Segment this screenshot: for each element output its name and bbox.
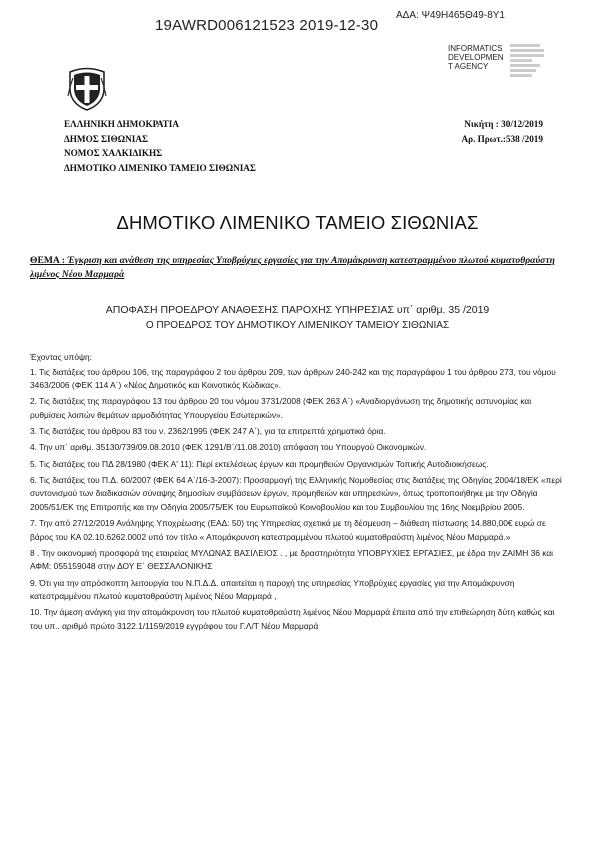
list-item: 10. Την άμεση ανάγκη για την απομάκρυνση του πλωτού κυματοθραύστη λιμένος Νέου Μαρμαρά έπειτα από την επιθεώρηση δύτη καθώς και του υπ.. αριθμό πρώτο 3122.1/1159/2019 εγγράφου του Γ.Λ/Τ Νέου Μαρμαρά: [30, 607, 555, 632]
intro-text: Έχοντας υπόψη:: [30, 352, 92, 362]
agency-line: INFORMATICS: [448, 44, 503, 53]
agency-mark: [448, 44, 504, 71]
issuer-line: ΔΗΜΟΣ ΣΙΘΩΝΙΑΣ: [64, 133, 148, 144]
organization-title: ΔΗΜΟΤΙΚΟ ΛΙΜΕΝΙΚΟ ΤΑΜΕΙΟ ΣΙΘΩΝΙΑΣ: [116, 212, 479, 233]
decision-title: ΑΠΟΦΑΣΗ ΠΡΟΕΔΡΟΥ ΑΝΑΘΕΣΗΣ ΠΑΡΟΧΗΣ ΥΠΗΡΕΣΙΑΣ υπ΄ αριθμ. 35 /2019: [105, 304, 490, 316]
agency-line: DEVELOPMEN: [448, 53, 504, 62]
list-item: 1. Τις διατάξεις του άρθρου 106, της παραγράφου 2 του άρθρου 209, των άρθρων 240-242 και της παραγράφου 1 του άρθρου 273, του νόμου 3463/2006 (ΦΕΚ 114 Α΄) «Νέος Δημοτικός και Κοινοτικός Κώδικας».: [30, 366, 556, 391]
subject-line: [30, 254, 565, 282]
document-stamp: 19AWRD006121523 2019-12-30: [155, 17, 379, 34]
ada-code: ΑΔΑ: Ψ49Η465Θ49-8Υ1: [396, 10, 505, 21]
date-protocol-block: [461, 117, 543, 146]
subject-text: Έγκριση και ανάθεση της υπηρεσίας Υποβρύχιες εργασίες για την Απομάκρυνση κατεστραμμένου πλωτού κυματοθραύστη λιμένος Νέου Μαρμαρά: [30, 255, 555, 280]
decision-subtitle: Ο ΠΡΟΕΔΡΟΣ ΤΟΥ ΔΗΜΟΤΙΚΟΥ ΛΙΜΕΝΙΚΟΥ ΤΑΜΕΙΟΥ ΣΙΘΩΝΙΑΣ: [145, 320, 450, 331]
issuer-line: ΕΛΛΗΝΙΚΗ ΔΗΜΟΚΡΑΤΙΑ: [64, 119, 179, 129]
greek-coat-of-arms-icon: [67, 66, 107, 112]
list-item: 6. Τις διατάξεις του Π.Δ. 60/2007 (ΦΕΚ 64 Α΄/16-3-2007): Προσαρμογή της Ελληνικής Νομοθεσίας στις διατάξεις της Οδηγίας 2004/18/ΕΚ «περί συντονισμού των διαδικασιών σύναψης δημοσίων συμβάσεων έργων, προμηθειών και υπηρεσιών», όπως τροποποιήθηκε με την Οδηγία 2005/51/ΕΚ της Επιτροπής και την Οδηγία 2005/75/ΕΚ του Ευρωπαϊκού Κοινοβουλίου και του Συμβουλίου της 16ης Νοεμβρίου 2005.: [30, 474, 562, 512]
list-item: 7. Την από 27/12/2019 Ανάληψης Υποχρέωσης (ΕΑΔ: 50) της Υπηρεσίας σχετικά με τη δέσμευση – διάθεση πίστωσης 14.880,00€ ευρώ σε βάρος του ΚΑ 02.10.6262.0002 υπό τον τίτλο « Απομάκρυνση κατεστραμμένου πλωτού κυματοθραύστη λιμένος Νέου Μαρμαρά.»: [30, 518, 546, 542]
list-item: 4. Την υπ΄ αριθμ. 35130/739/09.08.2010 (ΦΕΚ 1291/Β΄/11.08.2010) απόφαση του Υπουργού Οικονομικών.: [30, 442, 427, 453]
list-item: 5. Τις διατάξεις του ΠΔ 28/1980 (ΦΕΚ Α' 11): Περί εκτελέσεως έργων και προμηθειών Οργανισμών Τοπικής Αυτοδιοικήσεως.: [30, 458, 489, 469]
issuer-block: [64, 117, 256, 175]
list-item: 8 . Την οικονομική προσφορά της εταιρείας ΜΥΛΩΝΑΣ ΒΑΣΙΛΕΙΟΣ . , με δραστηριότητα ΥΠΟΒΡΥΧΙΕΣ ΕΡΓΑΣΙΕΣ, με έδρα την ΖΑΙΜΗ 36 και ΑΦΜ: 055159048 στην ΔΟΥ Ε΄ ΘΕΣΣΑΛΟΝΙΚΗΣ: [30, 547, 554, 572]
list-item: 3. Τις διατάξεις του άρθρου 83 του ν. 2362/1995 (ΦΕΚ 247 Α΄), για τα επιτρεπτά χρηματικά όρια.: [30, 426, 386, 437]
document-date: Νικήτη : 30/12/2019: [464, 119, 543, 129]
list-item: 2. Τις διατάξεις της παραγράφου 13 του άρθρου 20 του νόμου 3731/2008 (ΦΕΚ 263 Α΄) «Αναδιοργάνωση της δημοτικής αστυνομίας και ρυθμίσεις λοιπών θεμάτων αρμοδιότητας Υπουργείου Εσωτερικών».: [30, 396, 532, 420]
issuer-line: ΝΟΜΟΣ ΧΑΛΚΙΔΙΚΗΣ: [64, 148, 163, 158]
agency-fine-print-mark: [510, 44, 544, 77]
list-item: 9. Ότι για την απρόσκοπτη λειτουργία του Ν.Π.Δ.Δ. απαιτείται η παροχή της υπηρεσίας Υποβρύχιες εργασίες για την Απομάκρυνση κατεστραμμένου πλωτού κυματοθραύστη λιμένος Νέου Μαρμαρά ,: [30, 577, 515, 602]
agency-line: T AGENCY: [448, 62, 489, 71]
issuer-line: ΔΗΜΟΤΙΚΟ ΛΙΜΕΝΙΚΟ ΤΑΜΕΙΟ ΣΙΘΩΝΙΑΣ: [64, 162, 256, 173]
subject-label: ΘΕΜΑ :: [30, 255, 65, 266]
protocol-number: Αρ. Πρωτ.:538 /2019: [461, 133, 543, 144]
considerations-list: [30, 351, 562, 636]
